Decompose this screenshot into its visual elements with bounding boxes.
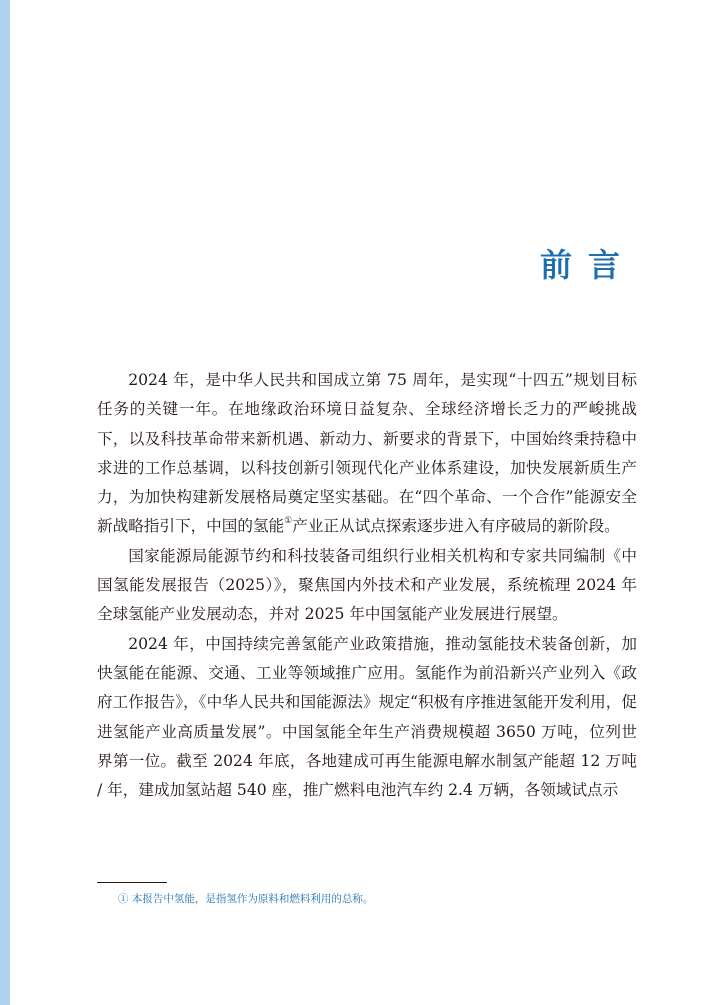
footnote: ① 本报告中氢能，是指氢作为原料和燃料利用的总称。	[118, 893, 374, 905]
body-text	[97, 366, 637, 805]
footnote-divider	[97, 882, 167, 883]
paragraph-3: 2024 年，中国持续完善氢能产业政策措施，推动氢能技术装备创新，加快氢能在能源、交通、工业等领域推广应用。氢能作为前沿新兴产业列入《政府工作报告》，《中华人民共和国能源法》规定“积极有序推进氢能开发利用，促进氢能产业高质量发展”。中国氢能全年生产消费规模超 3650 万吨，位列世界第一位。截至 2024 年底，各地建成可再生能源电解水制氢产能超 12 万吨 / 年，建成加氢站超 540 座，推广燃料电池汽车约 2.4 万辆，各领域试点示	[97, 634, 637, 800]
paragraph-1-text-continued: 产业正从试点探索逐步进入有序破局的新阶段。	[292, 517, 620, 536]
paragraph-1-text: 2024 年，是中华人民共和国成立第 75 周年，是实现“十四五”规划目标任务的关键一年。在地缘政治环境日益复杂、全球经济增长乏力的严峻挑战下，以及科技革命带来新机遇、新动力、新要求的背景下，中国始终秉持稳中求进的工作总基调，以科技创新引领现代化产业体系建设，加快发展新质生产力，为加快构建新发展格局奠定坚实基础。在“四个革命、一个合作”能源安全新战略指引下，中国的氢能	[97, 371, 637, 536]
page-title: 前言	[539, 246, 636, 284]
page-side-bar	[0, 0, 10, 1005]
paragraph-1	[97, 366, 637, 542]
footnote-marker[interactable]: ①	[284, 516, 293, 527]
paragraph-2: 国家能源局能源节约和科技装备司组织行业相关机构和专家共同编制《中国氢能发展报告（2025）》，聚焦国内外技术和产业发展，系统梳理 2024 年全球氢能产业发展动态，并对 2025 年中国氢能产业发展进行展望。	[97, 546, 637, 624]
